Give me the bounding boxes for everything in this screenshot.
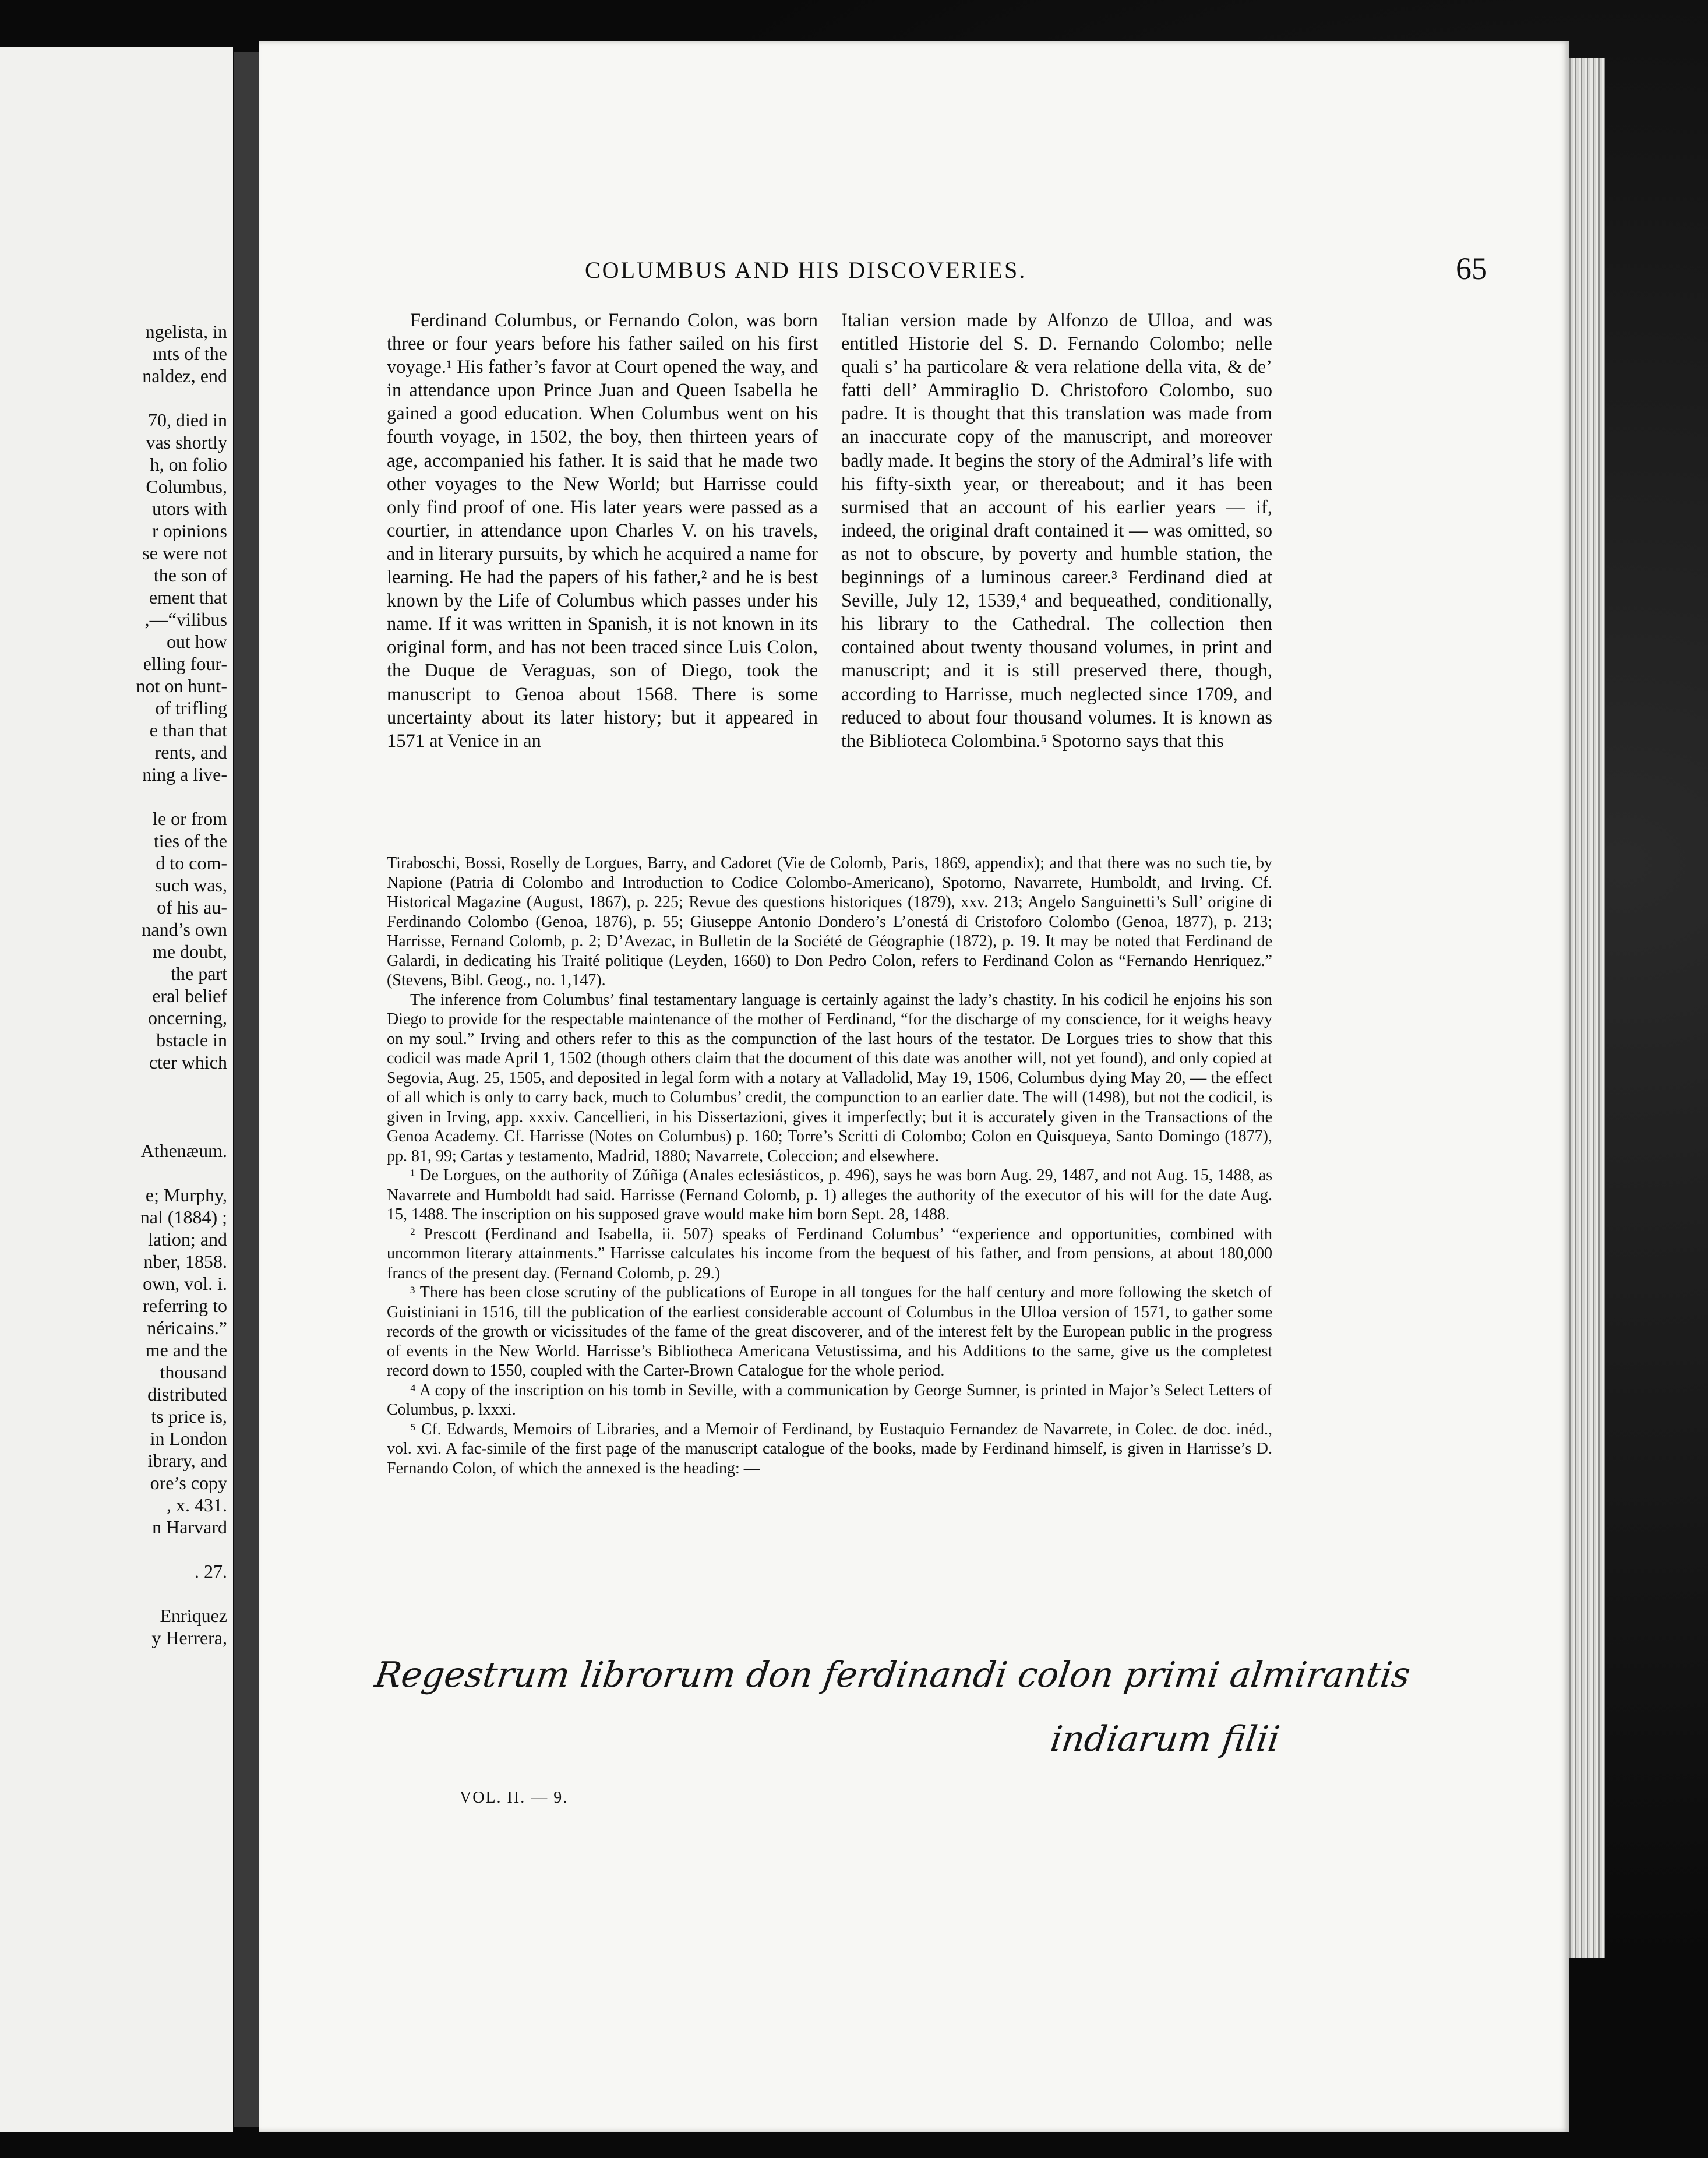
left-page-line: vas shortly xyxy=(146,432,227,453)
left-page-line: ınts of the xyxy=(153,343,227,364)
left-page-line: me doubt, xyxy=(153,941,227,962)
left-page-line: Columbus, xyxy=(146,476,227,497)
left-page-line: lation; and xyxy=(148,1229,227,1250)
left-page-line xyxy=(17,1162,227,1184)
left-page-line: in London xyxy=(150,1428,227,1449)
left-page-line: . 27. xyxy=(195,1561,227,1582)
left-page-line xyxy=(17,1538,227,1560)
left-page-line: own, vol. i. xyxy=(143,1273,227,1294)
footnote-continued: Tiraboschi, Bossi, Roselly de Lorgues, Barry, and Cadoret (Vie de Colomb, Paris, 1869, appendix); and that there was no such tie, by Napione (Patria di Colombo and Introduction to Codice Colombo-Americano), Spotorno, Navarrete, Humboldt, and Irving. Cf. Historical Magazine (August, 1867), p. 225; Revue des questions historiques (1879), xxv. 213; Angelo Sanguinetti’s Sull’ origine di Ferdinando Colombo (Genoa, 1876), p. 55; Giuseppe Antonio Dondero’s L’onestá di Cristoforo Colombo (Genoa, 1877), p. 213; Harrisse, Fernand Colomb, p. 2; D’Avezac, in Bulletin de la Société de Géographie (1872), p. 19. It may be noted that Ferdinand de Galardi, in dedicating his Traité politique (Leyden, 1660) to Don Pedro Colon, refers to Ferdinand Colon as “Fernando Henriquez.” (Stevens, Bibl. Geog., no. 1,147). xyxy=(387,854,1272,989)
left-page-line: the son of xyxy=(153,565,227,586)
left-page-line: ore’s copy xyxy=(150,1472,227,1493)
left-page-line: , x. 431. xyxy=(167,1494,227,1515)
left-page-line: ibrary, and xyxy=(147,1450,227,1471)
left-page-line: r opinions xyxy=(152,520,227,541)
left-page-line: y Herrera, xyxy=(151,1627,227,1648)
left-page-line: ts price is, xyxy=(151,1406,227,1427)
left-page-line: h, on folio xyxy=(150,454,227,475)
left-page-line: the part xyxy=(171,963,227,984)
left-page-line: bstacle in xyxy=(156,1029,227,1050)
footnote-2: ² Prescott (Ferdinand and Isabella, ii. 507) speaks of Ferdinand Columbus’ “experience and opportunities, combined with uncommon literary attainments.” Harrisse calculates his income from the bequest of his father, and from pensions, at about 180,000 francs of the present day. (Fernand Colomb, p. 29.) xyxy=(387,1225,1272,1282)
left-page-line: Athenæum. xyxy=(140,1140,227,1161)
left-page-line: e; Murphy, xyxy=(145,1184,227,1205)
left-page-line: eral belief xyxy=(152,985,227,1006)
left-page-line: nand’s own xyxy=(142,919,227,940)
page-header xyxy=(585,251,1487,291)
left-page-line: thousand xyxy=(160,1362,227,1383)
facsimile-handwriting-line2: indiarum filii xyxy=(1048,1719,1283,1759)
facsimile-handwriting-line1: Regestrum librorum don ferdinandi colon primi almirantis xyxy=(372,1655,1413,1695)
left-page-line xyxy=(17,1095,227,1117)
right-page xyxy=(259,41,1569,2132)
left-page-text-column xyxy=(17,47,227,1649)
left-page-line: Enriquez xyxy=(160,1605,227,1626)
left-page-line: oncerning, xyxy=(148,1007,227,1028)
left-page-line xyxy=(17,1117,227,1140)
left-page-line: d to com- xyxy=(156,852,227,873)
footnote-3: ³ There has been close scrutiny of the publications of Europe in all tongues for the half century and more following the sketch of Guistiniani in 1516, till the publication of the earliest considerable account of Columbus in the Ulloa version of 1571, to gather some records of the growth or vicissitudes of the fame of the great discoverer, and of the interest felt by the European public in the progress of events in the New World. Harrisse’s Bibliotheca Americana Vetustissima, and his Additions to the same, give us the completest record down to 1550, coupled with the Carter-Brown Catalogue for the whole period. xyxy=(387,1283,1272,1380)
left-page-line: se were not xyxy=(142,542,227,563)
left-page-line: ,—“vilibus xyxy=(144,609,227,630)
left-page-line xyxy=(17,387,227,409)
footnotes xyxy=(387,854,1272,1478)
left-page-line: distributed xyxy=(147,1384,227,1405)
signature-mark: VOL. II. — 9. xyxy=(460,1789,569,1807)
left-page-line xyxy=(17,785,227,808)
body-paragraph-continued: Italian version made by Alfonzo de Ulloa, and was entitled Historie del S. D. Fernando Colombo; nelle quali s’ ha particolare & vera relatione della vita, & de’ fatti dell’ Ammiraglio D. Christoforo Colombo, suo padre. It is thought that this translation was made from an inaccurate copy of the manuscript, and moreover badly made. It begins the story of the Admiral’s life with his fifty-sixth year, or thereabout; and it has been surmised that an account of his earlier years — if, indeed, the original draft contained it — was omitted, so as not to obscure, by poverty and humble station, the beginnings of a luminous career.³ Ferdinand died at Seville, July 12, 1539,⁴ and bequeathed, conditionally, his library to the Cathedral. The collection then contained about twenty thousand volumes, in print and manuscript; and it is still preserved there, though, according to Harrisse, much neglected since 1709, and reduced to about four thousand volumes. It is known as the Biblioteca Colombina.⁵ Spotorno says that this xyxy=(841,310,1272,752)
left-page-line: e than that xyxy=(149,720,227,741)
left-page-line xyxy=(17,1073,227,1095)
left-page-line: nber, 1858. xyxy=(143,1251,227,1272)
left-page-line: out how xyxy=(167,631,227,652)
left-page-line: ngelista, in xyxy=(145,321,227,342)
left-page-line: ties of the xyxy=(153,830,227,851)
body-column-left xyxy=(387,309,818,753)
left-page-line: referring to xyxy=(143,1295,227,1316)
left-page-line: ning a live- xyxy=(142,764,227,785)
left-page-line: such was, xyxy=(154,875,227,895)
left-page-line: nal (1884) ; xyxy=(140,1207,227,1228)
left-page-line: utors with xyxy=(152,498,227,519)
left-page-line xyxy=(17,1582,227,1605)
left-page-line: not on hunt- xyxy=(136,675,227,696)
left-page-line: le or from xyxy=(153,808,227,829)
page-number: 65 xyxy=(1456,251,1487,286)
running-head: COLUMBUS AND HIS DISCOVERIES. xyxy=(585,257,1027,283)
left-page-line: néricains.” xyxy=(147,1317,227,1338)
left-page-line: n Harvard xyxy=(152,1517,227,1538)
left-page-line: rents, and xyxy=(154,742,227,763)
footnote-paragraph: The inference from Columbus’ final testamentary language is certainly against the lady’s chastity. In his codicil he enjoins his son Diego to provide for the respectable maintenance of the mother of Ferdinand, “for the discharge of my conscience, for it weighs heavy on my soul.” Irving and others refer to this as the compunction of the last hours of the testator. De Lorgues tries to show that this codicil was made April 1, 1502 (though others claim that the document of this date was another will, not yet found), and only copied at Segovia, Aug. 25, 1505, and deposited in legal form with a notary at Valladolid, May 19, 1506, Columbus dying May 20, — the effect of all which is only to carry back, much to Columbus’ credit, the compunction to an earlier date. The will (1498), but not the codicil, is given in Irving, app. xxxiv. Cancellieri, in his Dissertazioni, gives it imperfectly; but it is accurately given in the Transactions of the Genoa Academy. Cf. Harrisse (Notes on Columbus) p. 160; Torre’s Scritti di Colombo; Colon en Quisqueya, Santo Domingo (1877), pp. 81, 99; Cartas y testamento, Madrid, 1880; Navarrete, Coleccion; and elsewhere. xyxy=(387,990,1272,1165)
body-paragraph: Ferdinand Columbus, or Fernando Colon, was born three or four years before his father sailed on his first voyage.¹ His father’s favor at Court opened the way, and in attendance upon Prince Juan and Queen Isabella he gained a good education. When Columbus went on his fourth voyage, in 1502, the boy, then thirteen years of age, accompanied his father. It is said that he made two other voyages to the New World; but Harrisse could only find proof of one. His later years were passed as a courtier, in attendance upon Charles V. on his travels, and in literary pursuits, by which he acquired a name for learning. He had the papers of his father,² and he is best known by the Life of Columbus which passes under his name. If it was written in Spanish, it is not known in its original form, and has not been traced since Luis Colon, the Duque de Veraguas, son of Diego, took the manuscript to Genoa about 1568. There is some uncertainty about its later history; but it appeared in 1571 at Venice in an xyxy=(387,310,818,752)
left-page-fragment xyxy=(0,47,233,2132)
book-gutter xyxy=(234,52,259,2127)
footnote-1: ¹ De Lorgues, on the authority of Zúñiga (Anales eclesiásticos, p. 496), says he was born Aug. 29, 1487, and not Aug. 15, 1488, as Navarrete and Humboldt had said. Harrisse (Fernand Colomb, p. 1) alleges the authority of the executor of his will for the date Aug. 15, 1488. The inscription on his supposed grave would make him born Sept. 28, 1488. xyxy=(387,1166,1272,1223)
left-page-line: naldez, end xyxy=(142,365,227,386)
footnote-4: ⁴ A copy of the inscription on his tomb in Seville, with a communication by George Sumner, is printed in Major’s Select Letters of Columbus, p. lxxxi. xyxy=(387,1381,1272,1419)
left-page-line: ement that xyxy=(149,587,227,608)
left-page-line: me and the xyxy=(145,1339,227,1360)
left-page-line: of his au- xyxy=(157,897,227,918)
left-page-line: 70, died in xyxy=(148,410,227,431)
footnote-5: ⁵ Cf. Edwards, Memoirs of Libraries, and a Memoir of Ferdinand, by Eustaquio Fernandez de Navarrete, in Colec. de doc. inéd., vol. xvi. A fac-simile of the first page of the manuscript catalogue of the books, made by Ferdinand himself, is given in Harrisse’s D. Fernando Colon, of which the annexed is the heading: — xyxy=(387,1420,1272,1478)
left-page-line: of trifling xyxy=(155,697,227,718)
left-page-line: cter which xyxy=(149,1052,227,1073)
body-column-right xyxy=(841,309,1272,753)
left-page-line: elling four- xyxy=(143,653,227,674)
